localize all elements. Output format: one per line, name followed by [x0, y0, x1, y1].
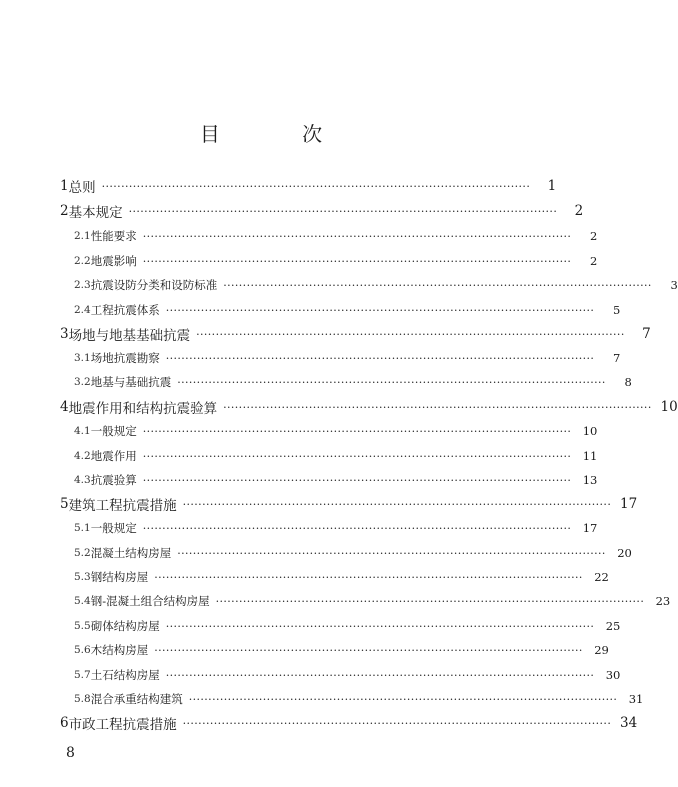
leader-dots: ·············································································································· — [223, 400, 652, 414]
toc-entry-page: 23 — [655, 594, 671, 608]
toc-entry-label: 性能要求 — [90, 229, 137, 243]
toc-entry-number: 5.5 — [74, 620, 91, 632]
toc-entry[interactable] — [56, 469, 598, 491]
toc-entry-page: 3 — [670, 278, 678, 292]
toc-entry-number: 5.1 — [74, 522, 91, 534]
leader-dots: ·············································································································· — [154, 643, 583, 657]
toc-entry-number: 3.1 — [74, 352, 91, 364]
toc-entry-label: 混凝土结构房屋 — [90, 546, 172, 560]
toc-entry-number: 5.8 — [74, 693, 91, 705]
toc-entry-page: 11 — [582, 449, 598, 463]
toc-entry[interactable] — [56, 250, 598, 272]
toc-entry-number: 4.3 — [74, 474, 91, 486]
toc-entry-page: 13 — [582, 473, 598, 487]
toc-entry-label: 地震作用 — [90, 449, 137, 463]
toc-entry-page: 30 — [605, 668, 621, 682]
leader-dots: ·············································································································· — [142, 254, 572, 268]
toc-entry-label: 土石结构房屋 — [90, 668, 160, 682]
toc-entry-label: 一般规定 — [90, 521, 137, 535]
toc-entry-number: 2.2 — [74, 255, 91, 267]
leader-dots: ·············································································································· — [182, 716, 612, 730]
toc-entry-label: 抗震验算 — [90, 473, 137, 487]
toc-entry-number: 2.3 — [74, 279, 91, 291]
toc-entry-number: 1 — [60, 178, 69, 194]
leader-dots: ·············································································································· — [142, 449, 572, 463]
toc-entry-number: 5.3 — [74, 571, 91, 583]
toc-entry[interactable] — [56, 175, 557, 197]
toc-entry-page: 7 — [613, 351, 621, 365]
leader-dots: ·············································································································· — [101, 179, 531, 193]
leader-dots: ·············································································································· — [177, 546, 606, 560]
toc-entry[interactable] — [56, 688, 644, 710]
toc-entry[interactable] — [56, 396, 678, 418]
toc-entry-number: 3.2 — [74, 376, 91, 388]
toc-entry-label: 混合承重结构建筑 — [90, 692, 183, 706]
toc-entry-label: 一般规定 — [90, 424, 137, 438]
leader-dots: ·············································································································· — [165, 303, 595, 317]
toc-entry-page: 17 — [620, 496, 638, 512]
toc-entry[interactable] — [56, 371, 632, 393]
toc-entry[interactable] — [56, 299, 621, 321]
toc-entry-page: 17 — [582, 521, 598, 535]
toc-entry-label: 总则 — [68, 180, 96, 196]
toc-entry[interactable] — [56, 542, 632, 564]
toc-entry[interactable] — [56, 664, 621, 686]
toc-entry-number: 3 — [60, 326, 69, 342]
toc-entry-number: 4.1 — [74, 425, 91, 437]
leader-dots: ·············································································································· — [142, 521, 572, 535]
toc-entry-label: 地基与基础抗震 — [90, 375, 172, 389]
toc-entry-label: 建筑工程抗震措施 — [68, 498, 177, 514]
leader-dots: ·············································································································· — [142, 473, 572, 487]
toc-entry[interactable] — [56, 590, 671, 612]
page-title: 目 次 — [199, 122, 361, 146]
leader-dots: ·············································································································· — [128, 204, 558, 218]
toc-entry-page: 2 — [574, 203, 584, 219]
leader-dots: ·············································································································· — [165, 668, 595, 682]
toc-entry[interactable] — [56, 323, 651, 345]
toc-entry-page: 34 — [620, 715, 638, 731]
toc-entry-label: 场地与地基基础抗震 — [68, 328, 191, 344]
toc-entry-page: 10 — [582, 424, 598, 438]
toc-entry-label: 地震作用和结构抗震验算 — [68, 401, 218, 417]
leader-dots: ·············································································································· — [165, 351, 595, 365]
toc-entry-label: 木结构房屋 — [90, 643, 149, 657]
toc-entry[interactable] — [56, 445, 598, 467]
toc-entry-number: 2.1 — [74, 230, 91, 242]
toc-entry-label: 地震影响 — [90, 254, 137, 268]
toc-entry-label: 市政工程抗震措施 — [68, 717, 177, 733]
page-number: 8 — [66, 745, 75, 761]
leader-dots: ·············································································································· — [196, 327, 625, 341]
toc-entry-page: 2 — [590, 254, 598, 268]
toc-entry[interactable] — [56, 347, 621, 369]
toc-entry[interactable] — [56, 200, 584, 222]
toc-entry-page: 31 — [628, 692, 644, 706]
toc-entry-number: 5 — [60, 496, 69, 512]
toc-entry[interactable] — [56, 420, 598, 442]
toc-entry[interactable] — [56, 712, 638, 734]
leader-dots: ·············································································································· — [165, 619, 595, 633]
toc-entry-number: 5.4 — [74, 595, 91, 607]
toc-entry[interactable] — [56, 566, 609, 588]
toc-entry[interactable] — [56, 225, 598, 247]
toc-entry-number: 4.2 — [74, 450, 91, 462]
toc-entry-page: 25 — [605, 619, 621, 633]
toc-entry-label: 基本规定 — [68, 205, 123, 221]
toc-entry-page: 20 — [617, 546, 632, 560]
toc-entry[interactable] — [56, 274, 678, 296]
toc-entry-page: 7 — [642, 326, 651, 342]
toc-entry[interactable] — [56, 615, 621, 637]
toc-entry-page: 1 — [547, 178, 557, 194]
toc-entry-page: 10 — [660, 399, 678, 415]
leader-dots: ·············································································································· — [182, 497, 612, 511]
toc-entry-number: 2 — [60, 203, 69, 219]
toc-entry-page: 8 — [624, 375, 632, 389]
toc-entry-number: 6 — [60, 715, 69, 731]
toc-entry-page: 5 — [613, 303, 621, 317]
leader-dots: ·············································································································· — [188, 692, 618, 706]
toc-entry-number: 4 — [60, 399, 69, 415]
toc-entry-number: 5.6 — [74, 644, 91, 656]
leader-dots: ·············································································································· — [142, 229, 572, 243]
leader-dots: ·············································································································· — [154, 570, 583, 584]
toc-entry-label: 砌体结构房屋 — [90, 619, 160, 633]
toc-entry-page: 29 — [594, 643, 609, 657]
toc-entry-number: 5.2 — [74, 547, 91, 559]
toc-entry[interactable] — [56, 639, 609, 661]
leader-dots: ·············································································································· — [177, 375, 606, 389]
leader-dots: ·············································································································· — [215, 594, 645, 608]
leader-dots: ·············································································································· — [223, 278, 652, 292]
toc-entry-label: 工程抗震体系 — [90, 303, 160, 317]
toc-entry-label: 钢结构房屋 — [90, 570, 149, 584]
toc-entry-page: 2 — [590, 229, 598, 243]
toc-entry-label: 抗震设防分类和设防标准 — [90, 278, 218, 292]
toc-entry-number: 2.4 — [74, 304, 91, 316]
leader-dots: ·············································································································· — [142, 424, 572, 438]
toc-entry[interactable] — [56, 493, 638, 515]
toc-entry-label: 场地抗震勘察 — [90, 351, 160, 365]
toc-entry[interactable] — [56, 517, 598, 539]
toc-entry-page: 22 — [594, 570, 609, 584]
toc-entry-label: 钢-混凝土组合结构房屋 — [90, 594, 210, 608]
toc-entry-number: 5.7 — [74, 669, 91, 681]
